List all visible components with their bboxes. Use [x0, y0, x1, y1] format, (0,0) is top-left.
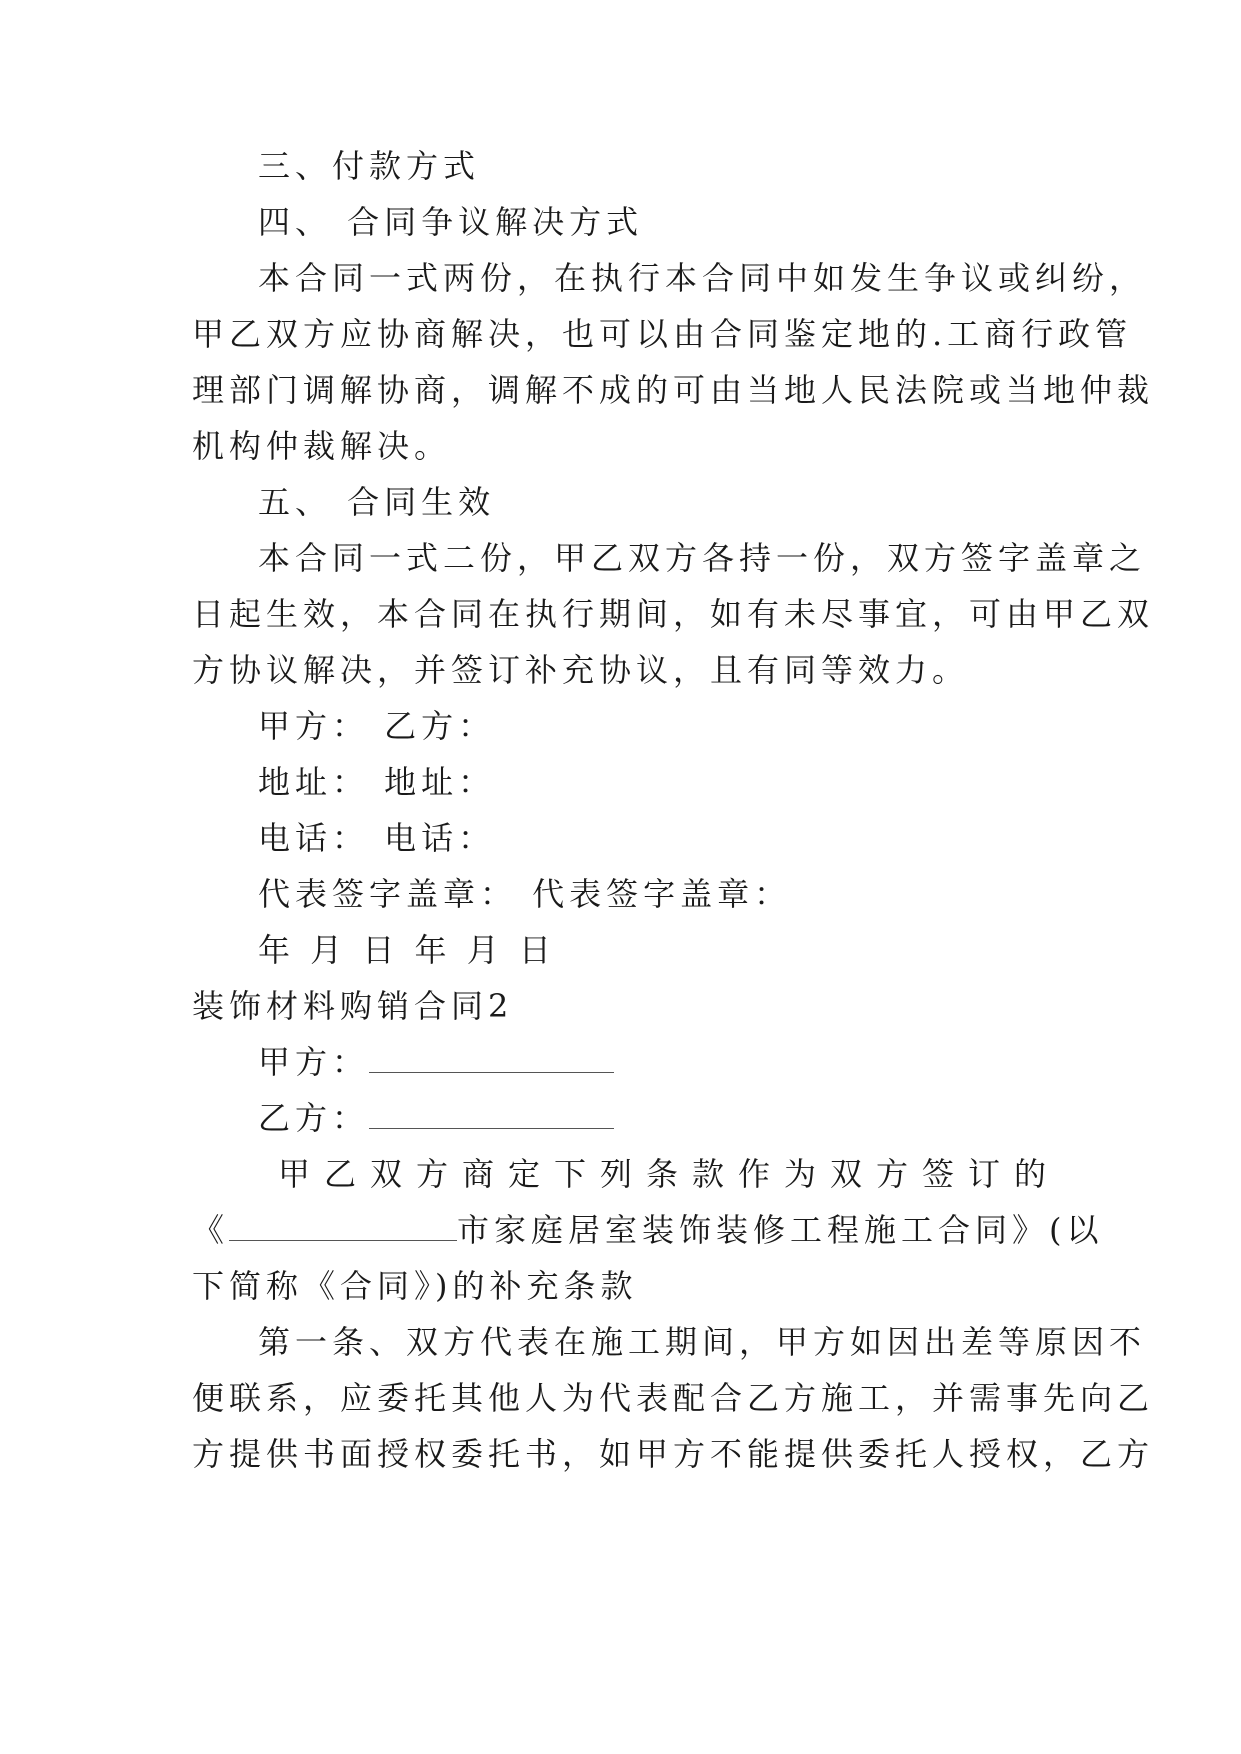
dispute-para-line: 机构仲裁解决。 — [192, 427, 452, 465]
intro-line: 下简称《合同》)的补充条款 — [192, 1267, 638, 1305]
article1-line: 第一条、双方代表在施工期间，甲方如因出差等原因不 — [258, 1323, 1147, 1361]
dispute-para-line: 甲乙双方应协商解决，也可以由合同鉴定地的.工商行政管 — [192, 315, 1133, 353]
signature-date-line: 年 月 日 年 月 日 — [258, 931, 556, 969]
article1-line: 便联系，应委托其他人为代表配合乙方施工，并需事先向乙 — [192, 1379, 1155, 1417]
intro-line-rest: 市家庭居室装饰装修工程施工合同》(以 — [457, 1211, 1104, 1249]
heading-dispute: 四、 合同争议解决方式 — [258, 203, 644, 241]
signature-address-line: 地址： 地址： — [258, 763, 496, 801]
effect-para-line: 日起生效，本合同在执行期间，如有未尽事宜，可由甲乙双 — [192, 595, 1155, 633]
party-b-blank — [369, 1100, 614, 1129]
party-b-label: 乙方： — [258, 1099, 370, 1137]
contract2-title: 装饰材料购销合同2 — [192, 987, 514, 1025]
signature-rep-line: 代表签字盖章： 代表签字盖章： — [258, 875, 792, 913]
intro-open-bracket: 《 — [192, 1211, 230, 1249]
effect-para-line: 方协议解决，并签订补充协议，且有同等效力。 — [192, 651, 970, 689]
party-a-blank — [369, 1044, 614, 1073]
party-b-row — [258, 1089, 1054, 1147]
intro-line: 甲乙双方商定下列条款作为双方签订的 — [278, 1155, 1061, 1193]
intro-line-2 — [192, 1201, 1104, 1259]
city-blank — [229, 1212, 457, 1241]
signature-party-line: 甲方： 乙方： — [258, 707, 496, 745]
heading-payment: 三、付款方式 — [258, 147, 481, 185]
party-a-label: 甲方： — [258, 1043, 370, 1081]
party-a-row — [258, 1033, 1054, 1091]
signature-phone-line: 电话： 电话： — [258, 819, 496, 857]
heading-effect: 五、 合同生效 — [258, 483, 496, 521]
article1-line: 方提供书面授权委托书，如甲方不能提供委托人授权，乙方 — [192, 1435, 1155, 1473]
effect-para-line: 本合同一式二份，甲乙双方各持一份，双方签字盖章之 — [258, 539, 1147, 577]
dispute-para-line: 本合同一式两份，在执行本合同中如发生争议或纠纷， — [258, 259, 1147, 297]
dispute-para-line: 理部门调解协商，调解不成的可由当地人民法院或当地仲裁 — [192, 371, 1155, 409]
